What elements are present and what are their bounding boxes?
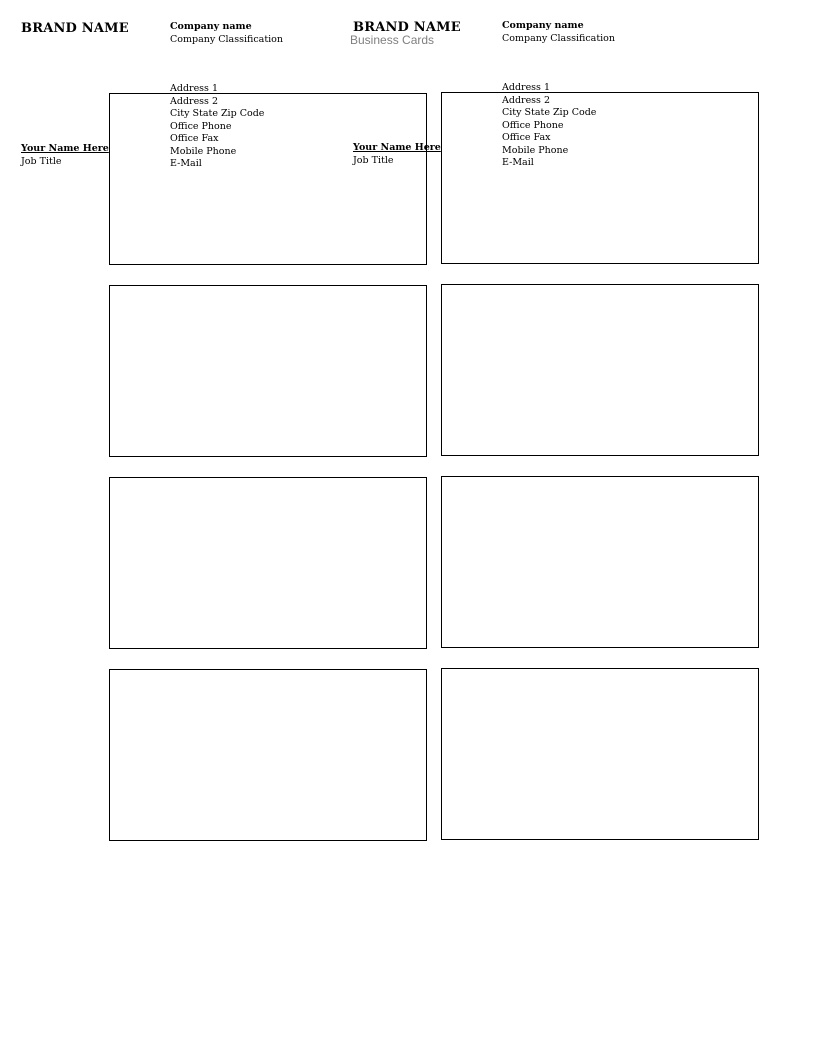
company-classification: Company Classification <box>502 33 616 44</box>
person-name: Your Name Here <box>21 143 109 154</box>
card-frame-r4-c1 <box>109 669 427 841</box>
address-line: Office Fax <box>170 133 219 144</box>
card-frame-r2-c2 <box>441 284 759 456</box>
person-name: Your Name Here <box>353 142 441 153</box>
card-frame-r1-c1 <box>109 93 427 265</box>
address-line: Address 1 <box>502 82 551 93</box>
card-frame-r2-c1 <box>109 285 427 457</box>
address-line: City State Zip Code <box>502 107 597 118</box>
address-block <box>502 82 596 170</box>
card-frame-r3-c2 <box>441 476 759 648</box>
company-name: Company name <box>170 21 252 32</box>
address-line: Address 2 <box>170 95 219 107</box>
address-line: Mobile Phone <box>170 145 237 157</box>
brand-name: BRAND NAME <box>21 21 129 36</box>
company-name: Company name <box>502 20 584 31</box>
address-block <box>170 83 264 171</box>
card-frame-r4-c2 <box>441 668 759 840</box>
address-line: E-Mail <box>502 157 534 168</box>
address-line: Office Phone <box>502 119 564 131</box>
company-classification: Company Classification <box>170 34 284 45</box>
address-line: Mobile Phone <box>502 144 569 156</box>
address-line: City State Zip Code <box>170 108 265 119</box>
document-title: Business Cards <box>350 33 435 47</box>
card-frame-r3-c1 <box>109 477 427 649</box>
address-line: Office Fax <box>502 132 551 143</box>
job-title: Job Title <box>21 156 62 167</box>
job-title: Job Title <box>353 155 394 166</box>
card-frame-r1-c2 <box>441 92 759 264</box>
brand-name: BRAND NAME <box>353 20 461 35</box>
address-line: E-Mail <box>170 158 202 169</box>
address-line: Address 1 <box>170 83 219 94</box>
address-line: Office Phone <box>170 120 232 132</box>
address-line: Address 2 <box>502 94 551 106</box>
